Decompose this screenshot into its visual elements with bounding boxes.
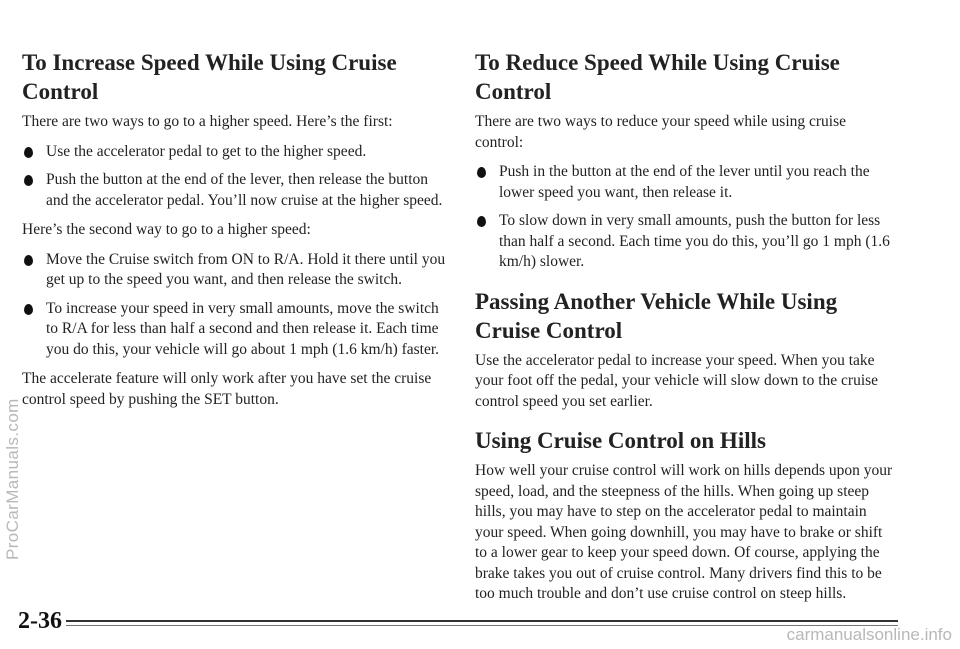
passing-vehicle-text: Use the accelerator pedal to increase your speed. When you take your foot off the pedal, your vehicle will slow down to the cruise control speed you set earlier. (475, 351, 879, 410)
left-column (22, 48, 447, 410)
list-item: Use the accelerator pedal to get to the higher speed. (22, 142, 447, 163)
bullet-icon (24, 175, 33, 186)
bullet-icon (24, 147, 33, 158)
right-column (475, 48, 895, 605)
footer-rule (66, 620, 898, 622)
list-item: Push in the button at the end of the lever until you reach the lower speed you want, then release it. (475, 162, 895, 203)
page-number: 2-36 (18, 608, 62, 634)
list-item: To slow down in very small amounts, push the button for less than half a second. Each time you do this, you’ll go 1 mph (1.6 km/h) slower. (475, 211, 895, 273)
hills-heading: Using Cruise Control on Hills (475, 428, 766, 453)
increase-speed-list-1 (22, 142, 447, 212)
list-item: To increase your speed in very small amounts, move the switch to R/A for less than half a second and then release it. Each time you do this, your vehicle will go about 1 mph (1.6 km/h) faster. (22, 299, 447, 361)
passing-vehicle-heading: Passing Another Vehicle While Using Cruise Control (475, 288, 838, 343)
accelerate-feature-note: The accelerate feature will only work after you have set the cruise control speed by pushing the SET button. (22, 370, 432, 408)
bottom-watermark: carmanualsonline.info (786, 625, 952, 644)
increase-speed-heading: To Increase Speed While Using Cruise Control (22, 50, 397, 104)
vertical-watermark: ProCarManuals.com (3, 398, 22, 560)
list-item: Push the button at the end of the lever, then release the button and the accelerator pedal. You’ll now cruise at the higher speed. (22, 170, 447, 211)
second-way-intro: Here’s the second way to go to a higher speed: (22, 221, 311, 238)
bullet-icon (24, 304, 33, 315)
bullet-icon (477, 216, 486, 227)
bullet-icon (24, 255, 33, 266)
bullet-icon (477, 167, 486, 178)
increase-speed-intro: There are two ways to go to a higher speed. Here’s the first: (22, 113, 393, 130)
list-item: Move the Cruise switch from ON to R/A. Hold it there until you get up to the speed you want, and then release the switch. (22, 250, 447, 291)
reduce-speed-list (475, 162, 895, 273)
footer-rule-thin (66, 625, 898, 626)
reduce-speed-intro: There are two ways to reduce your speed while using cruise control: (475, 113, 847, 151)
page-footer (18, 608, 898, 640)
hills-text: How well your cruise control will work on hills depends upon your speed, load, and the steepness of the hills. When going up steep hills, you may have to step on the accelerator pedal to maintain your speed. When going downhill, you may have to brake or shift to a lower gear to keep your speed down. Of course, applying the brake takes you out of cruise control. Many drivers find this to be too much trouble and don’t use cruise control on steep hills. (475, 462, 893, 602)
reduce-speed-heading: To Reduce Speed While Using Cruise Control (475, 50, 840, 104)
increase-speed-list-2 (22, 250, 447, 361)
